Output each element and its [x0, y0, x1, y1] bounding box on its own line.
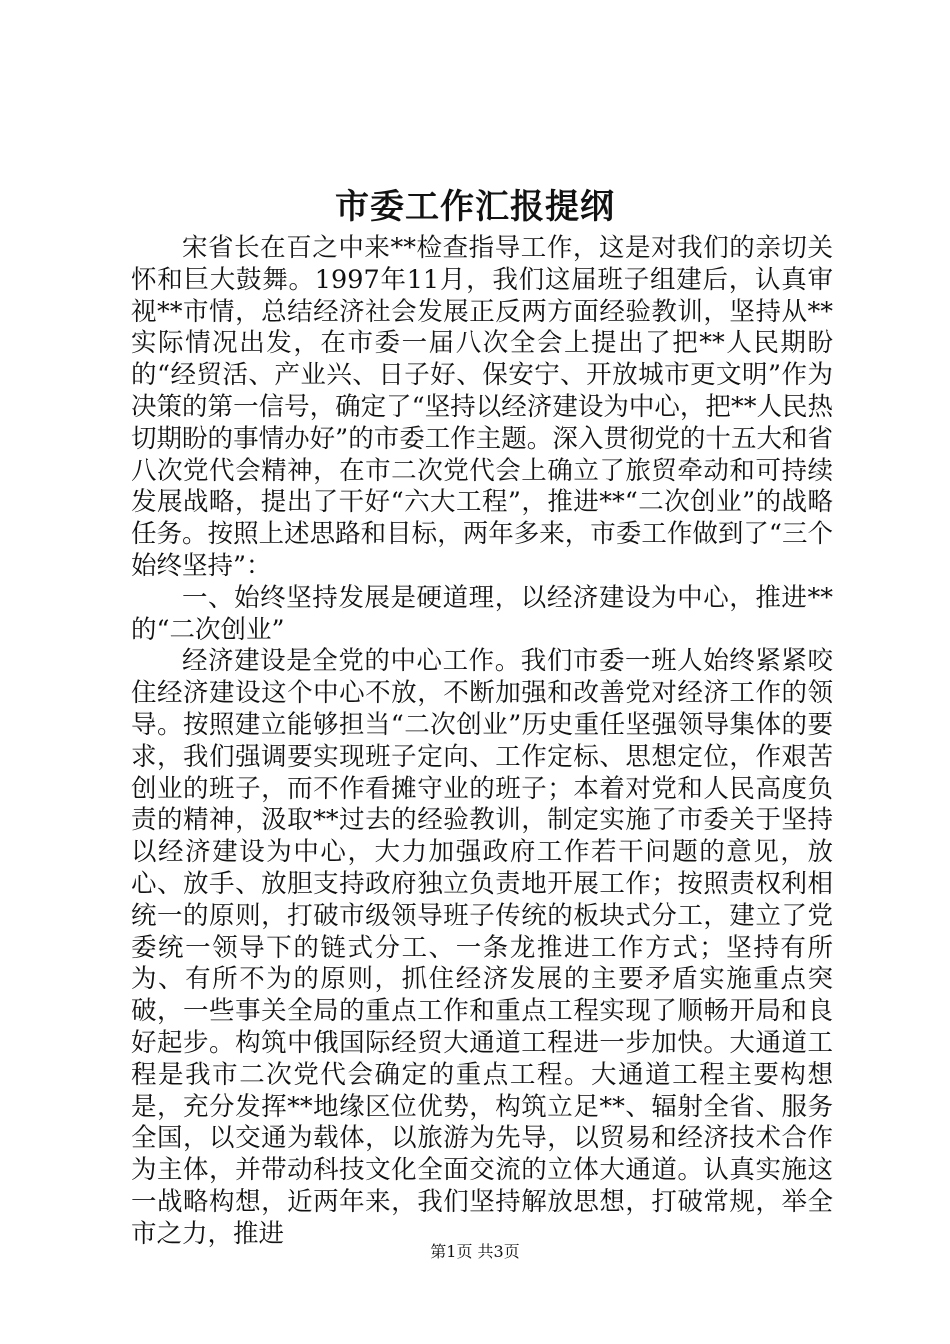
paragraph-economic-construction: 经济建设是全党的中心工作。我们市委一班人始终紧紧咬住经济建设这个中心不放，不断加强和改善党对经济工作的领导。按照建立能够担当“二次创业”历史重任坚强领导集体的要求，我们强调要实现班子定向、工作定标、思想定位，作艰苦创业的班子，而不作看摊守业的班子；本着对党和人民高度负责的精神，汲取**过去的经验教训，制定实施了市委关于坚持以经济建设为中心，大力加强政府工作若干问题的意见，放心、放手、放胆支持政府独立负责地开展工作；按照责权利相统一的原则，打破市级领导班子传统的板块式分工，建立了党委统一领导下的链式分工、一条龙推进工作方式；坚持有所为、有所不为的原则，抓住经济发展的主要矛盾实施重点突破，一些事关全局的重点工作和重点工程实现了顺畅开局和良好起步。构筑中俄国际经贸大通道工程进一步加快。大通道工程是我市二次党代会确定的重点工程。大通道工程主要构想是，充分发挥**地缘区位优势，构筑立足**、辐射全省、服务全国，以交通为载体，以旅游为先导，以贸易和经济技术合作为主体，并带动科技文化全面交流的立体大通道。认真实施这一战略构想，近两年来，我们坚持解放思想，打破常规，举全市之力，推进	[131, 646, 833, 1249]
document-body	[131, 233, 833, 1251]
paragraph-intro: 宋省长在百之中来**检查指导工作，这是对我们的亲切关怀和巨大鼓舞。1997年11月，我们这届班子组建后，认真审视**市情，总结经济社会发展正反两方面经验教训，坚持从**实际情况出发，在市委一届八次全会上提出了把**人民期盼的“经贸活、产业兴、日子好、保安宁、开放城市更文明”作为决策的第一信号，确定了“坚持以经济建设为中心，把**人民热切期盼的事情办好”的市委工作主题。深入贯彻党的十五大和省八次党代会精神，在市二次党代会上确立了旅贸牵动和可持续发展战略，提出了干好“六大工程”，推进**“二次创业”的战略任务。按照上述思路和目标，两年多来，市委工作做到了“三个始终坚持”：	[131, 233, 833, 581]
document-title: 市委工作汇报提纲	[335, 187, 615, 227]
paragraph-heading-1: 一、始终坚持发展是硬道理，以经济建设为中心，推进**的“二次创业”	[131, 582, 833, 645]
page-footer: 第1页 共3页	[430, 1242, 520, 1261]
